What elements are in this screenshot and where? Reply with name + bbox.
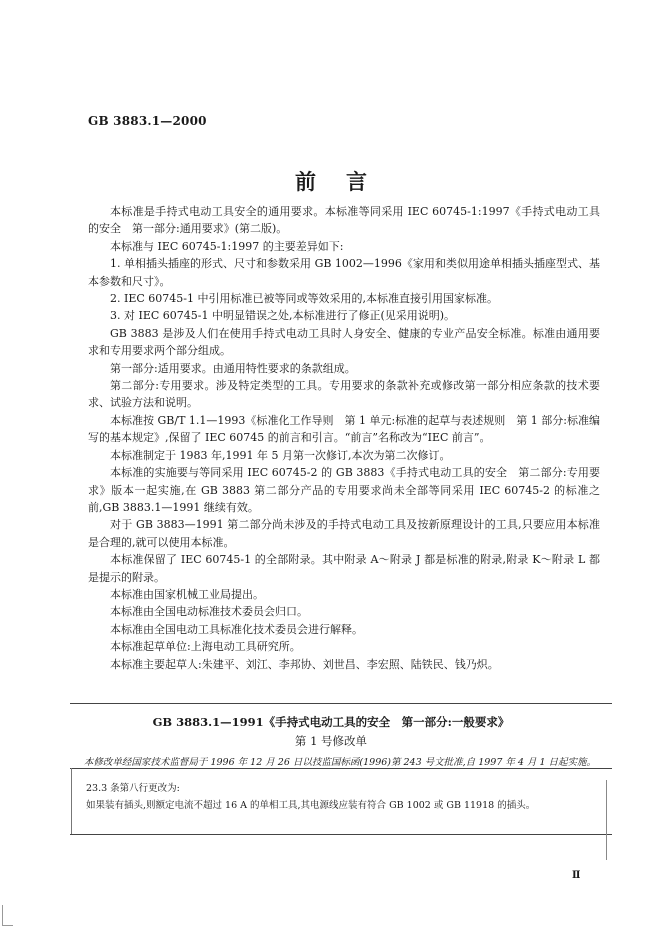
paragraph: 对于 GB 3883—1991 第二部分尚未涉及的手持式电动工具及按新原理设计的工具,只要应用本标准是合理的,就可以使用本标准。: [88, 518, 600, 549]
amendment-subtitle: 第 1 号修改单: [294, 734, 368, 748]
foreword-body: [88, 203, 600, 673]
paragraph: 本标准与 IEC 60745-1:1997 的主要差异如下:: [110, 239, 344, 253]
page-title: 前言: [295, 169, 397, 194]
amendment-bottom-rule: [70, 834, 612, 835]
amendment-text: 如果装有插头,则额定电流不超过 16 A 的单相工具,其电源线应装有符合 GB 1002 或 GB 11918 的插头。: [86, 800, 536, 811]
paragraph: 本标准是手持式电动工具安全的通用要求。本标准等同采用 IEC 60745-1:1997《手持式电动工具的安全 第一部分:通用要求》(第二版)。: [88, 205, 600, 236]
amendment-content: [86, 780, 535, 814]
amendment-box-left-rule: [71, 768, 72, 834]
paragraph: 本标准主要起草人:朱建平、刘江、李邦协、刘世昌、李宏照、陆铁民、钱乃炽。: [110, 657, 499, 671]
paragraph: 2. IEC 60745-1 中引用标准已被等同或等效采用的,本标准直接引用国家标准。: [110, 292, 498, 306]
paragraph: 本标准按 GB/T 1.1—1993《标准化工作导则 第 1 单元:标准的起草与表述规则 第 1 部分:标准编写的基本规定》,保留了 IEC 60745 的前言和引言。“前言”名称改为“IEC 前言”。: [88, 413, 600, 445]
paragraph: 本标准制定于 1983 年,1991 年 5 月第一次修订,本次为第二次修订。: [110, 448, 451, 462]
paragraph: 第一部分:适用要求。由通用特性要求的条款组成。: [110, 361, 356, 375]
amendment-title: GB 3883.1—1991《手持式电动工具的安全 第一部分:一般要求》: [152, 715, 510, 729]
paragraph: 本标准由全国电动工具标准化技术委员会进行解释。: [110, 622, 363, 636]
paragraph: 第二部分:专用要求。涉及特定类型的工具。专用要求的条款补充或修改第一部分相应条款的技术要求、试验方法和说明。: [88, 379, 600, 410]
paragraph: 1. 单相插头插座的形式、尺寸和参数采用 GB 1002—1996《家用和类似用途单相插头插座型式、基本参数和尺寸》。: [88, 257, 600, 288]
standard-number-header: GB 3883.1—2000: [88, 114, 207, 128]
paragraph: 本标准的实施要与等同采用 IEC 60745-2 的 GB 3883《手持式电动工具的安全 第二部分:专用要求》版本一起实施,在 GB 3883 第二部分产品的专用要求尚未全部等同采用 IEC 60745-2 的标准之前,GB 3883.1—1991 继续有效。: [88, 466, 600, 514]
paragraph: 本标准由全国电动标准技术委员会归口。: [110, 605, 308, 619]
section-divider: [70, 703, 612, 704]
scan-edge-line: [606, 780, 607, 860]
paragraph: 3. 对 IEC 60745-1 中明显错误之处,本标准进行了修正(见采用说明)。: [110, 309, 456, 323]
paragraph: 本标准由国家机械工业局提出。: [110, 587, 264, 601]
amendment-top-rule: [70, 768, 612, 769]
paragraph: GB 3883 是涉及人们在使用手持式电动工具时人身安全、健康的专业产品安全标准。标准由通用要求和专用要求两个部分组成。: [88, 326, 600, 358]
amendment-clause: 23.3 条第八行更改为:: [86, 783, 180, 794]
paragraph: 本标准起草单位:上海电动工具研究所。: [110, 640, 301, 654]
paragraph: 本标准保留了 IEC 60745-1 的全部附录。其中附录 A～附录 J 都是标准的附录,附录 K～附录 L 都是提示的附录。: [88, 553, 600, 584]
amendment-approval-note: 本修改单经国家技术监督局于 1996 年 12 月 26 日以技监国标函(1996)第 243 号文批准,自 1997 年 4 月 1 日起实施。: [83, 757, 597, 768]
page-number: Ⅱ: [572, 870, 581, 881]
scan-corner-mark: [2, 905, 13, 926]
